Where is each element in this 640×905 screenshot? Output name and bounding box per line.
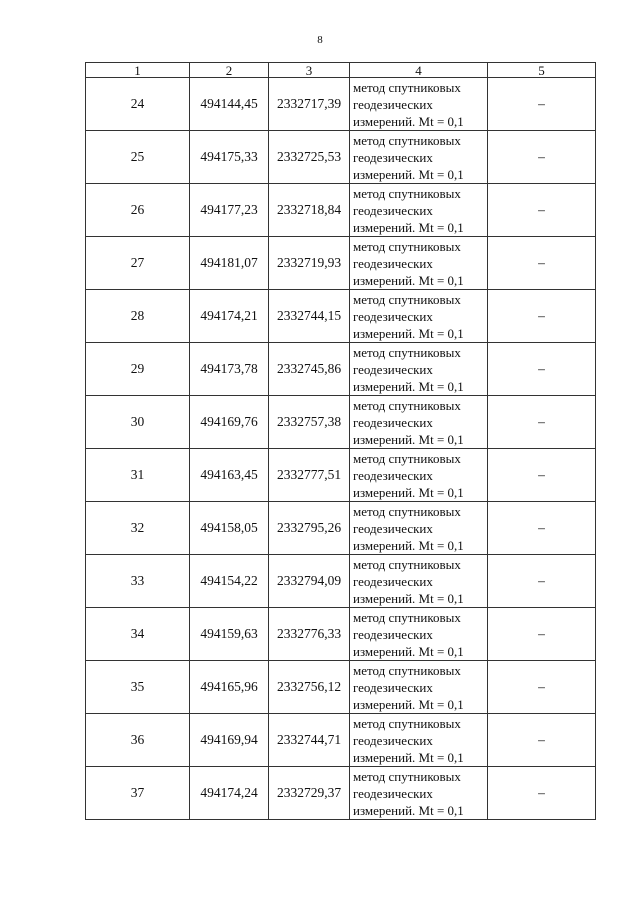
method-cell: [350, 78, 488, 131]
point-number-cell: 37: [86, 767, 190, 820]
table-row: [86, 290, 596, 343]
method-cell: [350, 714, 488, 767]
table-row: [86, 343, 596, 396]
point-number-cell: 35: [86, 661, 190, 714]
column-5-cell: –: [488, 502, 596, 555]
x-coordinate-cell: 494163,45: [190, 449, 269, 502]
method-cell: [350, 290, 488, 343]
x-coordinate-cell: 494158,05: [190, 502, 269, 555]
method-cell: [350, 343, 488, 396]
column-5-cell: –: [488, 343, 596, 396]
method-cell: [350, 767, 488, 820]
x-coordinate-cell: 494169,94: [190, 714, 269, 767]
table-row: [86, 184, 596, 237]
table-row: [86, 78, 596, 131]
column-5-cell: –: [488, 555, 596, 608]
method-text-line: измерений. Mt = 0,1: [353, 696, 464, 712]
x-coordinate-cell: 494175,33: [190, 131, 269, 184]
table-row: [86, 608, 596, 661]
method-text-line: геодезических: [353, 520, 433, 536]
method-text-line: измерений. Mt = 0,1: [353, 484, 464, 500]
method-text-line: метод спутниковых: [353, 344, 461, 360]
table-row: [86, 237, 596, 290]
method-cell: [350, 237, 488, 290]
y-coordinate-cell: 2332777,51: [269, 449, 350, 502]
y-coordinate-cell: 2332725,53: [269, 131, 350, 184]
method-text-line: измерений. Mt = 0,1: [353, 166, 464, 182]
method-text-line: метод спутниковых: [353, 238, 461, 254]
point-number-cell: 25: [86, 131, 190, 184]
header-col-5: 5: [488, 63, 596, 78]
x-coordinate-cell: 494144,45: [190, 78, 269, 131]
point-number-cell: 28: [86, 290, 190, 343]
point-number-cell: 29: [86, 343, 190, 396]
method-text-line: метод спутниковых: [353, 556, 461, 572]
method-cell: [350, 661, 488, 714]
method-text-line: измерений. Mt = 0,1: [353, 272, 464, 288]
table-row: [86, 661, 596, 714]
column-5-cell: –: [488, 608, 596, 661]
method-text-line: геодезических: [353, 679, 433, 695]
method-text-line: измерений. Mt = 0,1: [353, 749, 464, 765]
table-row: [86, 502, 596, 555]
y-coordinate-cell: 2332745,86: [269, 343, 350, 396]
method-text-line: метод спутниковых: [353, 503, 461, 519]
table-row: [86, 449, 596, 502]
table-row: [86, 767, 596, 820]
column-5-cell: –: [488, 661, 596, 714]
method-text-line: геодезических: [353, 414, 433, 430]
method-text-line: измерений. Mt = 0,1: [353, 431, 464, 447]
table-row: [86, 555, 596, 608]
method-text-line: метод спутниковых: [353, 768, 461, 784]
y-coordinate-cell: 2332744,71: [269, 714, 350, 767]
column-5-cell: –: [488, 184, 596, 237]
method-text-line: геодезических: [353, 626, 433, 642]
method-cell: [350, 502, 488, 555]
method-text-line: геодезических: [353, 149, 433, 165]
method-text-line: измерений. Mt = 0,1: [353, 643, 464, 659]
point-number-cell: 32: [86, 502, 190, 555]
y-coordinate-cell: 2332718,84: [269, 184, 350, 237]
method-text-line: геодезических: [353, 255, 433, 271]
table-row: [86, 131, 596, 184]
point-number-cell: 24: [86, 78, 190, 131]
x-coordinate-cell: 494174,21: [190, 290, 269, 343]
method-text-line: метод спутниковых: [353, 132, 461, 148]
x-coordinate-cell: 494159,63: [190, 608, 269, 661]
method-text-line: метод спутниковых: [353, 450, 461, 466]
column-5-cell: –: [488, 714, 596, 767]
coordinates-table: [85, 62, 596, 820]
x-coordinate-cell: 494169,76: [190, 396, 269, 449]
method-text-line: метод спутниковых: [353, 291, 461, 307]
column-5-cell: –: [488, 290, 596, 343]
x-coordinate-cell: 494165,96: [190, 661, 269, 714]
column-5-cell: –: [488, 449, 596, 502]
x-coordinate-cell: 494177,23: [190, 184, 269, 237]
point-number-cell: 33: [86, 555, 190, 608]
y-coordinate-cell: 2332717,39: [269, 78, 350, 131]
method-cell: [350, 396, 488, 449]
table-row: [86, 714, 596, 767]
y-coordinate-cell: 2332757,38: [269, 396, 350, 449]
method-text-line: геодезических: [353, 785, 433, 801]
page-number: 8: [317, 34, 323, 46]
y-coordinate-cell: 2332729,37: [269, 767, 350, 820]
method-text-line: геодезических: [353, 573, 433, 589]
method-text-line: метод спутниковых: [353, 609, 461, 625]
header-col-1: 1: [86, 63, 190, 78]
method-text-line: измерений. Mt = 0,1: [353, 113, 464, 129]
x-coordinate-cell: 494174,24: [190, 767, 269, 820]
y-coordinate-cell: 2332719,93: [269, 237, 350, 290]
y-coordinate-cell: 2332744,15: [269, 290, 350, 343]
method-text-line: геодезических: [353, 467, 433, 483]
method-text-line: измерений. Mt = 0,1: [353, 325, 464, 341]
method-cell: [350, 449, 488, 502]
method-text-line: измерений. Mt = 0,1: [353, 219, 464, 235]
method-cell: [350, 131, 488, 184]
method-text-line: геодезических: [353, 308, 433, 324]
point-number-cell: 34: [86, 608, 190, 661]
column-5-cell: –: [488, 78, 596, 131]
column-5-cell: –: [488, 396, 596, 449]
column-5-cell: –: [488, 767, 596, 820]
method-cell: [350, 608, 488, 661]
table-header: [86, 63, 596, 78]
point-number-cell: 26: [86, 184, 190, 237]
method-text-line: метод спутниковых: [353, 715, 461, 731]
method-text-line: геодезических: [353, 361, 433, 377]
method-text-line: метод спутниковых: [353, 79, 461, 95]
table-row: [86, 396, 596, 449]
table-body: [86, 78, 596, 820]
header-row: [86, 63, 596, 78]
y-coordinate-cell: 2332795,26: [269, 502, 350, 555]
method-text-line: геодезических: [353, 202, 433, 218]
header-col-3: 3: [269, 63, 350, 78]
column-5-cell: –: [488, 237, 596, 290]
header-col-2: 2: [190, 63, 269, 78]
point-number-cell: 36: [86, 714, 190, 767]
header-col-4: 4: [350, 63, 488, 78]
method-text-line: измерений. Mt = 0,1: [353, 537, 464, 553]
method-cell: [350, 555, 488, 608]
y-coordinate-cell: 2332756,12: [269, 661, 350, 714]
method-text-line: измерений. Mt = 0,1: [353, 590, 464, 606]
y-coordinate-cell: 2332794,09: [269, 555, 350, 608]
x-coordinate-cell: 494181,07: [190, 237, 269, 290]
method-text-line: метод спутниковых: [353, 185, 461, 201]
method-text-line: измерений. Mt = 0,1: [353, 802, 464, 818]
method-text-line: метод спутниковых: [353, 662, 461, 678]
x-coordinate-cell: 494154,22: [190, 555, 269, 608]
point-number-cell: 27: [86, 237, 190, 290]
y-coordinate-cell: 2332776,33: [269, 608, 350, 661]
method-text-line: метод спутниковых: [353, 397, 461, 413]
column-5-cell: –: [488, 131, 596, 184]
method-text-line: измерений. Mt = 0,1: [353, 378, 464, 394]
method-text-line: геодезических: [353, 732, 433, 748]
point-number-cell: 31: [86, 449, 190, 502]
method-text-line: геодезических: [353, 96, 433, 112]
x-coordinate-cell: 494173,78: [190, 343, 269, 396]
method-cell: [350, 184, 488, 237]
point-number-cell: 30: [86, 396, 190, 449]
